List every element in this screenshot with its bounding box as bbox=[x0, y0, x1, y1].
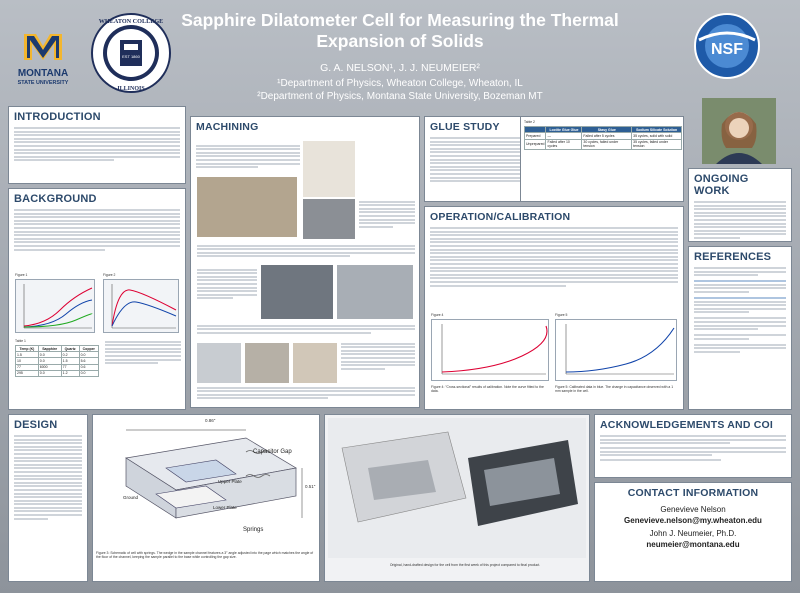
table-cell: 0.0 bbox=[38, 352, 61, 358]
background-text bbox=[14, 209, 180, 251]
deposition-photo bbox=[261, 265, 333, 319]
product-photo-panel bbox=[324, 414, 590, 582]
affiliation-2: ²Department of Physics, Montana State University, Bozeman MT bbox=[257, 91, 543, 102]
design-panel bbox=[8, 414, 88, 582]
contact-panel bbox=[594, 482, 792, 582]
ongoing-work-text bbox=[694, 201, 786, 239]
table-cell: 0.6 bbox=[79, 364, 98, 370]
operation-text bbox=[430, 227, 678, 287]
references-panel bbox=[688, 246, 792, 410]
machining-deposition-text bbox=[197, 323, 415, 335]
msu-subname: STATE UNIVERSITY bbox=[17, 80, 69, 86]
table-cell: Failed after 10 cycles bbox=[546, 139, 582, 149]
references-list bbox=[694, 267, 786, 353]
table-row bbox=[16, 370, 99, 376]
contact-heading: CONTACT INFORMATION bbox=[627, 487, 759, 499]
machining-process-text bbox=[197, 243, 415, 259]
table-cell: 35 cycles, failed under tension bbox=[632, 139, 682, 149]
table2-header: Sodium Silicate Solution bbox=[632, 127, 682, 133]
product-photo-caption: Original, hand-drafted design for the cell from the first week of this project compared to final product. bbox=[389, 563, 541, 567]
table1-header: Quartz bbox=[61, 346, 79, 352]
figure1-plot bbox=[15, 279, 95, 333]
figure4-label: Figure 4 bbox=[431, 313, 444, 317]
machining-grinding-text bbox=[359, 199, 415, 229]
table-cell: 0.0 bbox=[79, 352, 98, 358]
operation-heading: OPERATION/CALIBRATION bbox=[430, 211, 571, 223]
table-cell: 77 bbox=[16, 364, 39, 370]
grinding-detail-photo bbox=[303, 199, 355, 239]
poster-title: Sapphire Dilatometer Cell for Measuring the Thermal Expansion of Solids bbox=[181, 10, 619, 51]
machining-metal-deposition-text bbox=[197, 267, 257, 301]
figure1-label: Figure 1 bbox=[15, 273, 28, 277]
msu-name: MONTANA bbox=[17, 68, 69, 79]
svg-text:NSF: NSF bbox=[711, 41, 743, 58]
table-cell: 1.2 bbox=[61, 370, 79, 376]
dimension-height: 0.51" bbox=[305, 484, 316, 489]
dimension-width: 0.86" bbox=[205, 418, 216, 423]
ground-label: Ground bbox=[123, 495, 139, 500]
springs-photo-3 bbox=[293, 343, 337, 383]
acknowledgements-panel bbox=[594, 414, 792, 478]
table-cell: 1.5 bbox=[61, 358, 79, 364]
table-cell: 1.5 bbox=[16, 352, 39, 358]
references-heading: REFERENCES bbox=[694, 251, 772, 263]
table-cell: 0.0 bbox=[38, 370, 61, 376]
table-cell: 77 bbox=[61, 364, 79, 370]
svg-text:WHEATON COLLEGE: WHEATON COLLEGE bbox=[98, 18, 164, 25]
operation-panel bbox=[424, 206, 684, 410]
contact-name-1: Genevieve Nelson bbox=[660, 505, 726, 514]
lower-plate-label: Lower Plate bbox=[213, 505, 237, 510]
table-cell: Failed after 5 cycles bbox=[582, 133, 632, 139]
cell-schematic bbox=[96, 418, 318, 550]
table2-header: Loctite Glue Glue bbox=[546, 127, 582, 133]
svg-text:ILLINOIS: ILLINOIS bbox=[117, 86, 145, 92]
author-block bbox=[150, 62, 650, 103]
capacitor-gap-label: Capacitor Gap bbox=[253, 449, 292, 455]
figure3-caption: Figure 3: Schematic of cell with springs. The wedge in the sample channel features a 3° angle adjusted into the page which matches the angle of the floor of the channel, keeping the sample parallel to the base while controlling the gap size. bbox=[96, 551, 314, 560]
table2-header: Stasy Glue bbox=[582, 127, 632, 133]
affiliation-1: ¹Department of Physics, Wheaton College, Wheaton, IL bbox=[277, 78, 523, 89]
figure2-caption bbox=[105, 339, 181, 366]
figure2-label: Figure 2 bbox=[103, 273, 116, 277]
table2 bbox=[524, 126, 682, 150]
springs-photo-1 bbox=[197, 343, 241, 383]
figure5-label: Figure 5 bbox=[555, 313, 568, 317]
table2-panel bbox=[520, 116, 684, 202]
grinding-setup-photo bbox=[197, 177, 297, 237]
figure4-plot bbox=[431, 319, 549, 381]
introduction-panel bbox=[8, 106, 186, 184]
table-cell: 295 bbox=[16, 370, 39, 376]
design-heading: DESIGN bbox=[14, 419, 58, 431]
table-cell: Prepared bbox=[525, 133, 546, 139]
table-cell: 35 cycles, solid with solid bbox=[632, 133, 682, 139]
montana-state-logo bbox=[12, 30, 74, 92]
background-panel bbox=[8, 188, 186, 410]
machining-final-text bbox=[197, 385, 415, 401]
springs-glue-text bbox=[341, 341, 415, 371]
table1-header: Temp (K) bbox=[16, 346, 39, 352]
ongoing-work-heading: ONGOING WORK bbox=[694, 173, 749, 197]
figure5-plot bbox=[555, 319, 677, 381]
table1 bbox=[15, 345, 99, 377]
introduction-text bbox=[14, 127, 180, 161]
machining-heading: MACHINING bbox=[196, 121, 259, 133]
table-cell: — bbox=[546, 133, 582, 139]
machining-panel bbox=[190, 116, 420, 408]
table2-label: Table 2 bbox=[524, 120, 535, 124]
table-cell: 0.0 bbox=[79, 370, 98, 376]
upper-plate-label: Upper Plate bbox=[218, 479, 242, 484]
springs-photo-2 bbox=[245, 343, 289, 383]
acknowledgements-heading: ACKNOWLEDGEMENTS AND COI bbox=[600, 419, 773, 431]
springs-label: Springs bbox=[243, 527, 264, 533]
nsf-logo bbox=[693, 12, 761, 80]
contact-name-2: John J. Neumeier, Ph.D. bbox=[649, 529, 737, 538]
figure5-caption: Figure 5: Calibrated data in blue. The change in capacitance observed with a 1 mm sample in the cell. bbox=[555, 385, 674, 394]
table-cell: 0.0 bbox=[38, 358, 61, 364]
table-cell: 30 cycles, failed under tension bbox=[582, 139, 632, 149]
svg-text:EST 1860: EST 1860 bbox=[122, 54, 140, 59]
ongoing-work-panel bbox=[688, 168, 792, 242]
machining-dimensioning-text bbox=[196, 143, 300, 170]
table1-label: Table 1 bbox=[15, 339, 26, 343]
table-cell: 10 bbox=[16, 358, 39, 364]
figure4-caption: Figure 4: "Cross-sectional" results of calibration. Note the curve fitted to the data. bbox=[431, 385, 544, 394]
background-heading: BACKGROUND bbox=[14, 193, 97, 205]
contact-email-1[interactable]: Genevieve.nelson@my.wheaton.edu bbox=[624, 516, 762, 525]
table-row bbox=[525, 139, 682, 149]
design-text bbox=[14, 435, 82, 520]
hand-drawing-photo bbox=[303, 141, 355, 197]
table-cell: 6000 bbox=[38, 364, 61, 370]
glue-study-heading: GLUE STUDY bbox=[430, 121, 500, 133]
author-portrait bbox=[702, 98, 776, 164]
introduction-heading: INTRODUCTION bbox=[14, 111, 101, 123]
table1-header: Copper bbox=[79, 346, 98, 352]
table1-header: Sapphire bbox=[38, 346, 61, 352]
table-cell: Unprepared bbox=[525, 139, 546, 149]
acknowledgements-text bbox=[600, 435, 786, 461]
figure2-plot bbox=[103, 279, 179, 333]
mask-photo bbox=[337, 265, 413, 319]
cell-product-photo bbox=[328, 418, 586, 558]
table-cell: 5.6 bbox=[79, 358, 98, 364]
authors: G. A. NELSON¹, J. J. NEUMEIER² bbox=[320, 62, 480, 74]
design-diagram-panel bbox=[92, 414, 320, 582]
contact-email-2[interactable]: neumeier@montana.edu bbox=[646, 540, 740, 549]
table-cell: 0.2 bbox=[61, 352, 79, 358]
